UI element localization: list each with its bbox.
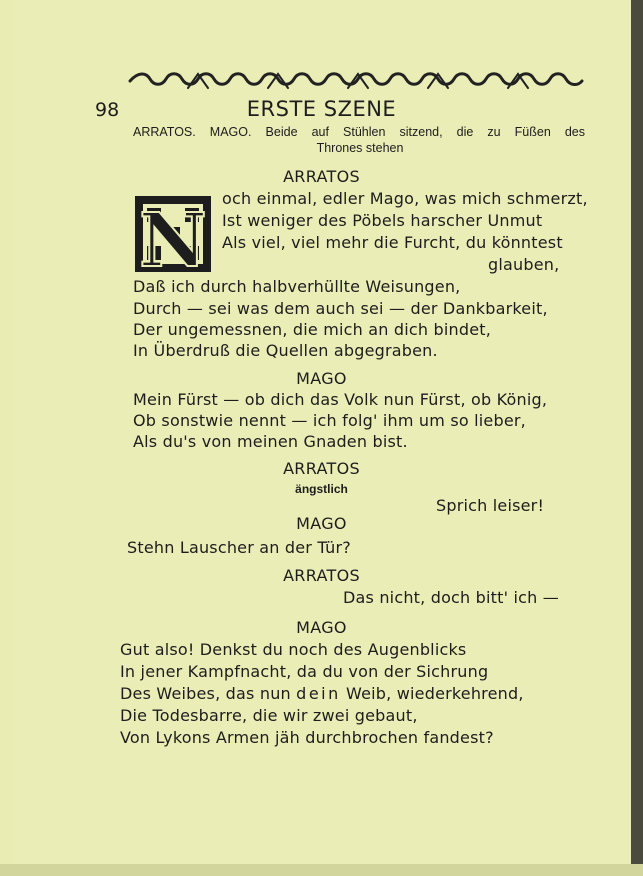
verse-line: Als du's von meinen Gnaden bist. (133, 432, 408, 451)
page-number: 98 (95, 99, 120, 121)
verse-segment: Des Weibes, das nun (120, 684, 297, 703)
verse-line: Der ungemessnen, die mich an dich bindet, (133, 320, 492, 339)
page-edge-shadow (631, 0, 643, 876)
verse-line: Das nicht, doch bitt' ich — (343, 588, 559, 607)
verse-line: Gut also! Denkst du noch des Augenblicks (120, 640, 467, 659)
scene-title: ERSTE SZENE (246, 97, 397, 121)
verse-line: Als viel, viel mehr die Furcht, du könntest (222, 233, 563, 252)
page-bottom-edge (0, 864, 643, 876)
verse-line (120, 684, 524, 703)
speaker-mago: MAGO (296, 369, 347, 388)
drop-cap-letter: N (139, 198, 207, 274)
verse-line: och einmal, edler Mago, was mich schmerzt, (222, 189, 588, 208)
header-ornament (128, 70, 584, 92)
verse-line: Durch — sei was dem auch sei — der Dankbarkeit, (133, 299, 548, 318)
verse-line: In jener Kampfnacht, da du von der Sichrung (120, 662, 489, 681)
stage-direction-continued: Thrones stehen (316, 141, 404, 155)
speaker-arratos: ARRATOS (283, 459, 360, 478)
verse-line: Ob sonstwie nennt — ich folg' ihm um so lieber, (133, 411, 526, 430)
stage-direction: ARRATOS. MAGO. Beide auf Stühlen sitzend, die zu Füßen des (133, 125, 585, 139)
speaker-arratos: ARRATOS (283, 566, 360, 585)
verse-line: Daß ich durch halbverhüllte Weisungen, (133, 277, 461, 296)
verse-line: Sprich leiser! (436, 496, 545, 515)
drop-cap (133, 194, 213, 278)
verse-line: Stehn Lauscher an der Tür? (127, 538, 351, 557)
speaker-mago: MAGO (296, 618, 347, 637)
verse-line: Mein Fürst — ob dich das Volk nun Fürst, ob König, (133, 390, 548, 409)
emphasized-word: dein (296, 684, 341, 703)
verse-line: Die Todesbarre, die wir zwei gebaut, (120, 706, 418, 725)
speaker-arratos: ARRATOS (283, 167, 360, 186)
verse-line: Ist weniger des Pöbels harscher Unmut (222, 211, 543, 230)
stage-direction-anxious: ängstlich (295, 482, 348, 496)
verse-line: In Überdruß die Quellen abgegraben. (133, 341, 438, 360)
verse-segment: Weib, wiederkehrend, (340, 684, 524, 703)
verse-line: Von Lykons Armen jäh durchbrochen fandest? (120, 728, 494, 747)
verse-line: glauben, (488, 255, 560, 274)
speaker-mago: MAGO (296, 514, 347, 533)
